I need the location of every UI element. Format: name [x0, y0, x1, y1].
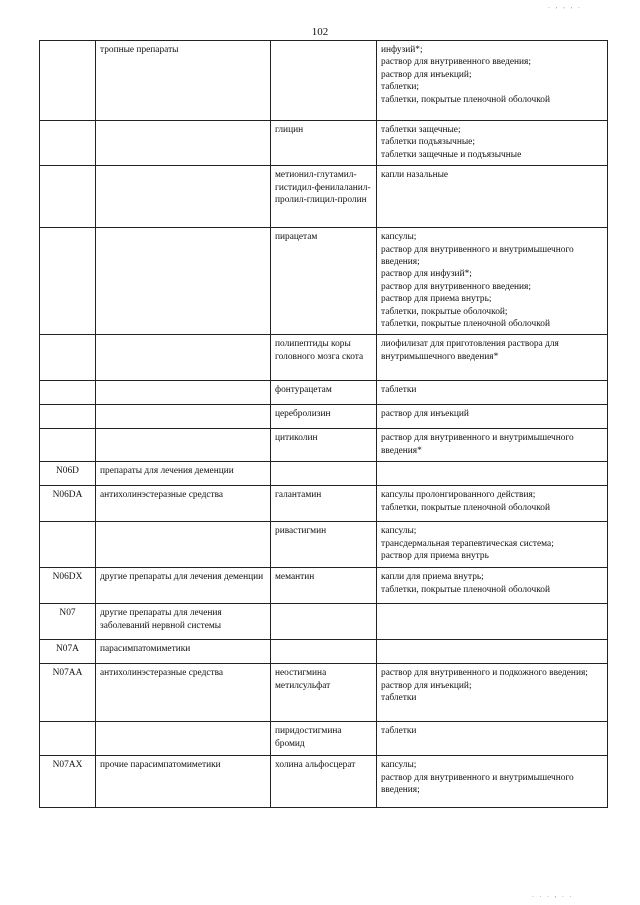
drug-name-cell: неостигмина метилсульфат	[271, 664, 377, 722]
atc-group-cell: антихолинэстеразные средства	[96, 486, 271, 522]
dosage-forms-cell	[377, 462, 608, 486]
table-row	[40, 486, 608, 522]
dosage-form-line: раствор для инъекций	[381, 409, 469, 420]
dosage-form-line: таблетки, покрытые оболочкой;	[381, 306, 508, 317]
table-row	[40, 429, 608, 462]
atc-code-cell	[40, 722, 96, 756]
atc-code-cell	[40, 381, 96, 405]
dosage-form-line: капсулы пролонгированного действия;	[381, 490, 536, 501]
drug-name-cell: церебролизин	[271, 405, 377, 429]
drug-name-cell: галантамин	[271, 486, 377, 522]
atc-group-cell: другие препараты для лечения деменции	[96, 568, 271, 604]
drug-name-cell: метионил-глутамил-гистидил-фенилаланил-пролил-глицил-пролин	[271, 166, 377, 228]
drug-name-cell: мемантин	[271, 568, 377, 604]
dosage-form-line: таблетки, покрытые пленочной оболочкой	[381, 319, 550, 330]
dosage-form-line: таблетки, покрытые пленочной оболочкой	[381, 502, 550, 513]
table-row	[40, 381, 608, 405]
dosage-form-line: таблетки, покрытые пленочной оболочкой	[381, 94, 550, 105]
atc-group-cell	[96, 121, 271, 166]
table-row	[40, 121, 608, 166]
atc-code-cell	[40, 335, 96, 381]
table-row	[40, 166, 608, 228]
dosage-form-line: раствор для внутривенного и подкожного введения;	[381, 668, 588, 679]
dosage-form-line: таблетки защечные;	[381, 125, 461, 135]
atc-group-cell: препараты для лечения деменции	[96, 462, 271, 486]
dosage-form-line: раствор для внутривенного и внутримышечного введения;	[381, 772, 574, 796]
dosage-form-line: капли назальные	[381, 170, 449, 181]
drug-table	[39, 40, 608, 808]
dosage-form-line: трансдермальная терапевтическая система;	[381, 538, 554, 549]
dosage-forms-cell	[377, 41, 608, 121]
dosage-form-line: раствор для приема внутрь;	[381, 294, 492, 305]
atc-code-cell	[40, 228, 96, 335]
table-body	[40, 41, 608, 808]
dosage-forms-cell	[377, 381, 608, 405]
dosage-form-line: таблетки	[381, 385, 417, 396]
table-row	[40, 664, 608, 722]
dosage-forms-cell	[377, 121, 608, 166]
table-row	[40, 228, 608, 335]
dosage-form-line: капсулы;	[381, 526, 417, 537]
dosage-form-line: капли для приема внутрь;	[381, 572, 484, 583]
page-number: 102	[311, 26, 329, 38]
table-row	[40, 405, 608, 429]
atc-code-cell	[40, 405, 96, 429]
table-row	[40, 462, 608, 486]
dosage-form-line: таблетки	[381, 726, 417, 737]
table-row	[40, 756, 608, 808]
dosage-form-line: раствор для приема внутрь	[381, 551, 489, 562]
dosage-form-line: раствор для инфузий*;	[381, 269, 472, 280]
atc-code-cell	[40, 121, 96, 166]
dosage-form-line: раствор для внутривенного введения;	[381, 57, 531, 68]
dosage-form-line: таблетки, покрытые пленочной оболочкой	[381, 584, 550, 595]
table-row	[40, 335, 608, 381]
dosage-forms-cell	[377, 335, 608, 381]
atc-code-cell: N07AX	[40, 756, 96, 808]
table-row	[40, 41, 608, 121]
dosage-form-line: раствор для внутривенного и внутримышечного введения;	[381, 244, 574, 268]
table-row	[40, 568, 608, 604]
dosage-form-line: капсулы;	[381, 760, 417, 771]
atc-group-cell	[96, 429, 271, 462]
atc-code-cell: N06D	[40, 462, 96, 486]
dosage-forms-cell	[377, 522, 608, 568]
drug-name-cell: холина альфосцерат	[271, 756, 377, 808]
atc-code-cell	[40, 41, 96, 121]
dosage-form-line: капсулы;	[381, 232, 417, 243]
dosage-form-line: раствор для инъекций;	[381, 69, 472, 80]
atc-code-cell	[40, 522, 96, 568]
atc-group-cell	[96, 522, 271, 568]
atc-group-cell: прочие парасимпатомиметики	[96, 756, 271, 808]
scan-artifact-bottom: . . . , . .	[532, 891, 574, 899]
dosage-forms-cell	[377, 486, 608, 522]
dosage-forms-cell	[377, 166, 608, 228]
drug-name-cell	[271, 41, 377, 121]
dosage-forms-cell	[377, 429, 608, 462]
drug-name-cell: глицин	[271, 121, 377, 166]
dosage-form-line: таблетки	[381, 693, 417, 704]
atc-group-cell	[96, 381, 271, 405]
dosage-form-line: лиофилизат для приготовления раствора для внутримышечного введения*	[381, 339, 559, 362]
drug-name-cell: ривастигмин	[271, 522, 377, 568]
drug-name-cell: пирацетам	[271, 228, 377, 335]
atc-group-cell: тропные препараты	[96, 41, 271, 121]
table-row	[40, 640, 608, 664]
atc-code-cell: N06DX	[40, 568, 96, 604]
dosage-forms-cell	[377, 640, 608, 664]
drug-name-cell: пиридостигмина бромид	[271, 722, 377, 756]
drug-name-cell: цитиколин	[271, 429, 377, 462]
dosage-form-line: инфузий*;	[381, 45, 423, 55]
atc-group-cell	[96, 228, 271, 335]
dosage-forms-cell	[377, 756, 608, 808]
dosage-forms-cell	[377, 568, 608, 604]
drug-name-cell	[271, 604, 377, 640]
drug-name-cell	[271, 462, 377, 486]
scan-artifact-top: . , , , .	[548, 2, 582, 10]
atc-group-cell	[96, 166, 271, 228]
atc-code-cell	[40, 429, 96, 462]
table-row	[40, 722, 608, 756]
dosage-forms-cell	[377, 664, 608, 722]
atc-code-cell	[40, 166, 96, 228]
atc-code-cell: N07	[40, 604, 96, 640]
table-row	[40, 522, 608, 568]
drug-name-cell	[271, 640, 377, 664]
dosage-form-line: таблетки;	[381, 82, 420, 93]
atc-code-cell: N06DA	[40, 486, 96, 522]
dosage-forms-cell	[377, 722, 608, 756]
table-row	[40, 604, 608, 640]
dosage-forms-cell	[377, 405, 608, 429]
dosage-form-line: раствор для внутривенного и внутримышечного введения*	[381, 433, 574, 456]
atc-group-cell	[96, 335, 271, 381]
atc-group-cell: антихолинэстеразные средства	[96, 664, 271, 722]
dosage-form-line: раствор для инъекций;	[381, 680, 472, 691]
atc-code-cell: N07A	[40, 640, 96, 664]
dosage-forms-cell	[377, 604, 608, 640]
dosage-form-line: раствор для внутривенного введения;	[381, 281, 531, 292]
drug-name-cell: фонтурацетам	[271, 381, 377, 405]
dosage-form-line: таблетки подъязычные;	[381, 137, 475, 148]
atc-group-cell: парасимпатомиметики	[96, 640, 271, 664]
atc-group-cell	[96, 722, 271, 756]
dosage-forms-cell	[377, 228, 608, 335]
atc-code-cell: N07AA	[40, 664, 96, 722]
atc-group-cell	[96, 405, 271, 429]
atc-group-cell: другие препараты для лечения заболеваний нервной системы	[96, 604, 271, 640]
drug-name-cell: полипептиды коры головного мозга скота	[271, 335, 377, 381]
dosage-form-line: таблетки защечные и подъязычные	[381, 149, 522, 160]
